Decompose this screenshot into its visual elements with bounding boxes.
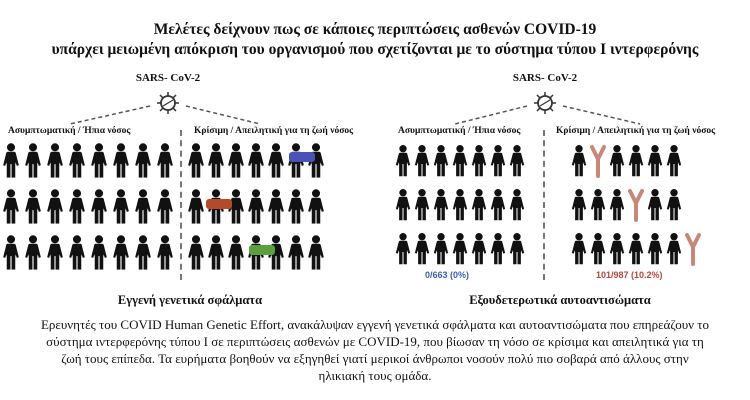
right-mild-person <box>453 145 467 176</box>
right-stat-severe: 101/987 (10.2%) <box>596 270 663 280</box>
right-mild-person <box>472 233 486 264</box>
left-severe-person <box>208 235 224 269</box>
genetic-error-marker <box>206 199 232 209</box>
left-mild-person <box>3 235 19 269</box>
genetic-error-marker <box>249 245 275 255</box>
right-severe-person <box>591 189 605 220</box>
left-mild-person <box>47 189 63 223</box>
left-mild-person <box>47 143 63 177</box>
left-mild-person <box>25 235 41 269</box>
right-mild-person <box>510 145 524 176</box>
right-virus-icon <box>534 92 556 114</box>
left-severe-person <box>248 143 264 177</box>
left-arrow-to-severe <box>186 106 260 124</box>
right-mild-person <box>434 145 448 176</box>
left-severe-person <box>308 235 324 269</box>
right-mild-person <box>415 145 429 176</box>
right-mild-person <box>415 189 429 220</box>
left-mild-person <box>69 235 85 269</box>
left-mild-person <box>91 189 107 223</box>
right-severe-person <box>572 233 586 264</box>
right-severe-person <box>572 189 586 220</box>
description-text: Ερευνητές του COVID Human Genetic Effort, ανακάλυψαν εγγενή γενετικά σφάλματα και αυτοαντισώματα που επηρεάζουν το σύστημα ιντερφερόνης τύπου Ι σε περιπτώσεις ασθενών με COVID-19, που βίωσαν τη νόσο σε κρίσιμα και απειλητικά για τη ζωή τους επίπεδα. Τα ευρήματα βοηθούν να εξηγηθεί γιατί μερικοί άνθρωποι νοσούν πολύ πιο σοβαρά από άλλους στην ηλικιακή τους ομάδα. <box>40 317 710 383</box>
right-mild-person <box>491 189 505 220</box>
right-mild-person <box>415 233 429 264</box>
right-severe-person <box>648 233 662 264</box>
left-section-title: Εγγενή γενετικά σφάλματα <box>117 293 263 307</box>
genetic-error-marker <box>289 152 315 162</box>
right-severe-person <box>648 145 662 176</box>
left-group-severe-label: Κρίσιμη / Απειλητική για τη ζωή νόσος <box>194 126 354 136</box>
left-severe-person <box>308 189 324 223</box>
right-mild-person <box>396 233 410 264</box>
left-mild-person <box>135 235 151 269</box>
right-mild-person <box>396 189 410 220</box>
right-mild-person <box>434 233 448 264</box>
right-severe-person <box>572 145 586 176</box>
right-severe-person <box>610 189 624 220</box>
autoantibody-icon <box>630 191 642 220</box>
left-virus-icon <box>157 92 179 114</box>
right-mild-person <box>434 189 448 220</box>
left-mild-person <box>113 189 129 223</box>
right-stat-mild: 0/663 (0%) <box>425 270 470 280</box>
left-severe-person <box>188 235 204 269</box>
right-group-severe-label: Κρίσιμη / Απειλητική για τη ζωή νόσος <box>556 126 716 136</box>
left-mild-person <box>135 143 151 177</box>
left-group-mild-label: Ασυμπτωματική / Ήπια νόσος <box>8 126 131 136</box>
right-mild-person <box>453 189 467 220</box>
right-severe-person <box>667 189 681 220</box>
right-mild-person <box>396 145 410 176</box>
right-severe-person <box>610 145 624 176</box>
right-mild-person <box>510 189 524 220</box>
left-severe-person <box>288 235 304 269</box>
left-mild-person <box>69 143 85 177</box>
left-mild-person <box>157 143 173 177</box>
right-section-title: Εξουδετερωτικά αυτοαντισώματα <box>469 293 651 307</box>
left-virus-label: SARS- CoV-2 <box>135 72 201 84</box>
left-mild-person <box>3 143 19 177</box>
right-severe-person <box>610 233 624 264</box>
left-severe-person <box>288 189 304 223</box>
right-severe-person <box>629 145 643 176</box>
left-mild-person <box>25 143 41 177</box>
left-mild-person <box>25 189 41 223</box>
left-severe-person <box>268 189 284 223</box>
right-mild-person <box>472 145 486 176</box>
right-group-mild-label: Ασυμπτωματική / Ήπια νόσος <box>398 126 521 136</box>
right-mild-person <box>472 189 486 220</box>
left-arrow-to-mild <box>70 106 150 124</box>
right-mild-person <box>491 233 505 264</box>
right-severe-person <box>667 233 681 264</box>
left-mild-person <box>113 143 129 177</box>
right-arrow-to-severe <box>563 106 640 124</box>
left-severe-person <box>268 143 284 177</box>
title-line-2: υπάρχει μειωμένη απόκριση του οργανισμού που σχετίζονται με το σύστημα τύπου Ι ιντερφερόνης <box>51 41 699 58</box>
right-severe-person <box>667 145 681 176</box>
left-severe-person <box>188 189 204 223</box>
left-mild-person <box>69 189 85 223</box>
left-severe-person <box>208 143 224 177</box>
left-mild-person <box>135 189 151 223</box>
left-mild-person <box>157 235 173 269</box>
right-mild-person <box>510 233 524 264</box>
autoantibody-icon <box>687 235 699 264</box>
left-mild-person <box>47 235 63 269</box>
left-severe-person <box>228 235 244 269</box>
right-severe-person <box>629 233 643 264</box>
right-virus-label: SARS- CoV-2 <box>512 72 578 84</box>
left-severe-person <box>248 189 264 223</box>
left-mild-person <box>91 235 107 269</box>
left-mild-person <box>157 189 173 223</box>
autoantibody-icon <box>592 147 604 176</box>
title-line-1: Μελέτες δείχνουν πως σε κάποιες περιπτώσεις ασθενών COVID-19 <box>153 21 597 38</box>
right-mild-person <box>453 233 467 264</box>
right-arrow-to-mild <box>455 106 527 124</box>
left-mild-person <box>3 189 19 223</box>
right-mild-person <box>491 145 505 176</box>
left-severe-person <box>188 143 204 177</box>
left-mild-person <box>113 235 129 269</box>
left-mild-person <box>91 143 107 177</box>
right-severe-person <box>648 189 662 220</box>
left-severe-person <box>228 143 244 177</box>
right-severe-person <box>591 233 605 264</box>
